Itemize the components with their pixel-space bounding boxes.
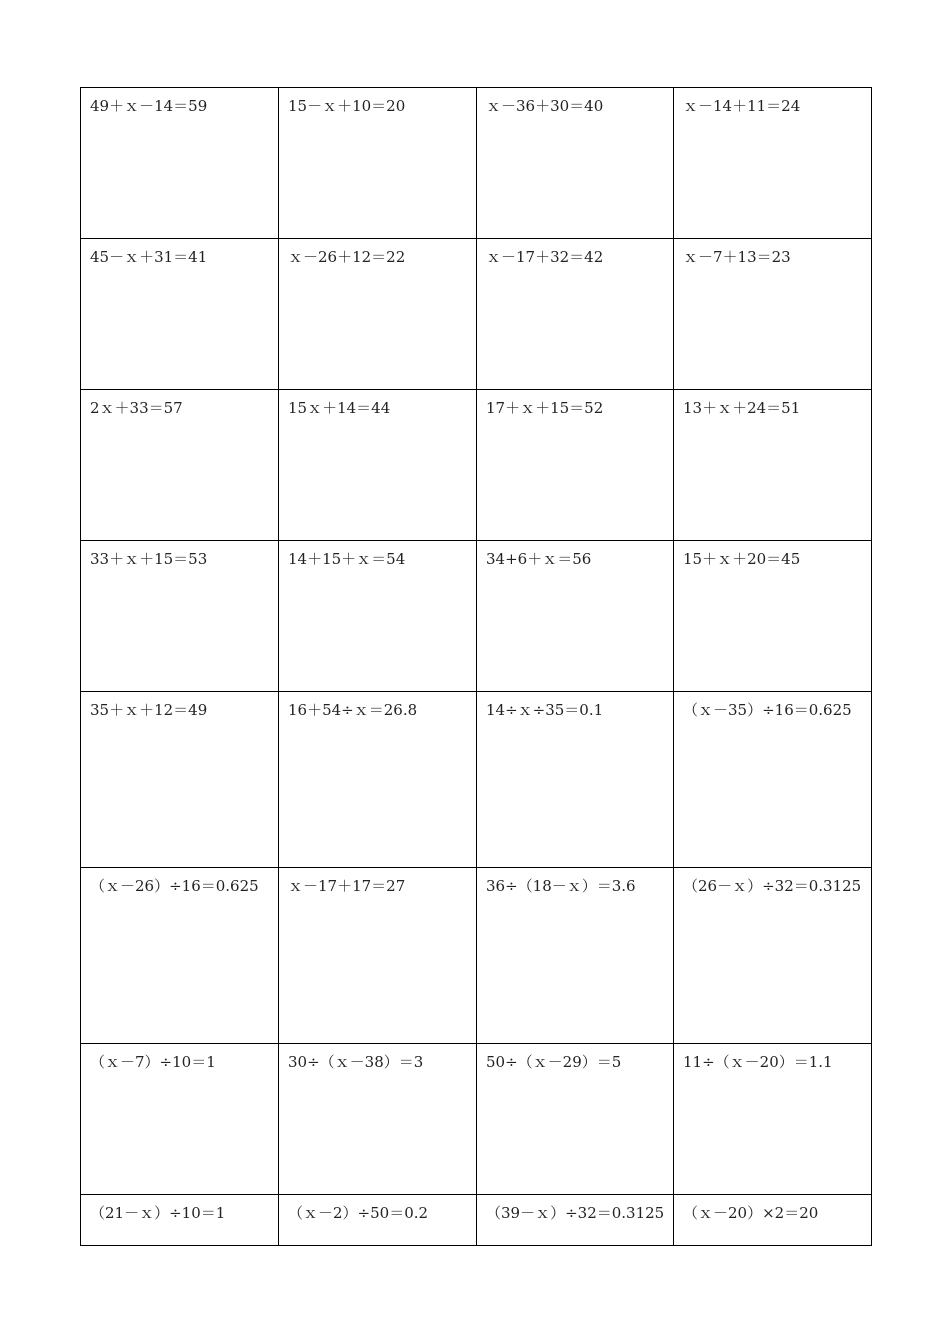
- equation-cell: 36÷（18－ｘ）＝3.6: [477, 868, 674, 1044]
- equation-cell: 17＋ｘ＋15＝52: [477, 390, 674, 541]
- table-row: [81, 692, 872, 868]
- equation-cell: （ｘ－2）÷50＝0.2: [279, 1195, 477, 1246]
- equation-cell: （ｘ－35）÷16＝0.625: [674, 692, 872, 868]
- equation-cell: （39－ｘ）÷32＝0.3125: [477, 1195, 674, 1246]
- equation-cell: （ｘ－20）×2＝20: [674, 1195, 872, 1246]
- table-row: [81, 239, 872, 390]
- equation-cell: 50÷（ｘ－29）＝5: [477, 1044, 674, 1195]
- equation-cell: 2ｘ＋33＝57: [81, 390, 279, 541]
- equation-cell: ｘ－7＋13＝23: [674, 239, 872, 390]
- equation-cell: ｘ－17＋17＝27: [279, 868, 477, 1044]
- equation-cell: 15－ｘ＋10＝20: [279, 88, 477, 239]
- equation-cell: 33＋ｘ＋15＝53: [81, 541, 279, 692]
- equation-cell: 14÷ｘ÷35＝0.1: [477, 692, 674, 868]
- table-row: [81, 868, 872, 1044]
- equation-cell: （ｘ－26）÷16＝0.625: [81, 868, 279, 1044]
- table-row: [81, 1195, 872, 1246]
- equation-cell: 11÷（ｘ－20）＝1.1: [674, 1044, 872, 1195]
- equation-grid: [80, 87, 872, 1246]
- table-row: [81, 1044, 872, 1195]
- equation-cell: 14＋15＋ｘ＝54: [279, 541, 477, 692]
- table-row: [81, 390, 872, 541]
- equation-cell: （21－ｘ）÷10＝1: [81, 1195, 279, 1246]
- equation-cell: ｘ－17＋32＝42: [477, 239, 674, 390]
- table-row: [81, 88, 872, 239]
- equation-cell: 16＋54÷ｘ＝26.8: [279, 692, 477, 868]
- equation-cell: 15＋ｘ＋20＝45: [674, 541, 872, 692]
- equation-cell: 35＋ｘ＋12＝49: [81, 692, 279, 868]
- table-row: [81, 541, 872, 692]
- equation-cell: 15ｘ＋14＝44: [279, 390, 477, 541]
- equation-cell: ｘ－14＋11＝24: [674, 88, 872, 239]
- equation-cell: （ｘ－7）÷10＝1: [81, 1044, 279, 1195]
- equation-cell: 34+6＋ｘ＝56: [477, 541, 674, 692]
- equation-cell: ｘ－26＋12＝22: [279, 239, 477, 390]
- equation-cell: 49＋ｘ－14＝59: [81, 88, 279, 239]
- equation-cell: （26－ｘ）÷32＝0.3125: [674, 868, 872, 1044]
- equation-cell: 45－ｘ＋31＝41: [81, 239, 279, 390]
- equation-cell: 13＋ｘ＋24＝51: [674, 390, 872, 541]
- equation-cell: ｘ－36＋30＝40: [477, 88, 674, 239]
- equation-cell: 30÷（ｘ－38）＝3: [279, 1044, 477, 1195]
